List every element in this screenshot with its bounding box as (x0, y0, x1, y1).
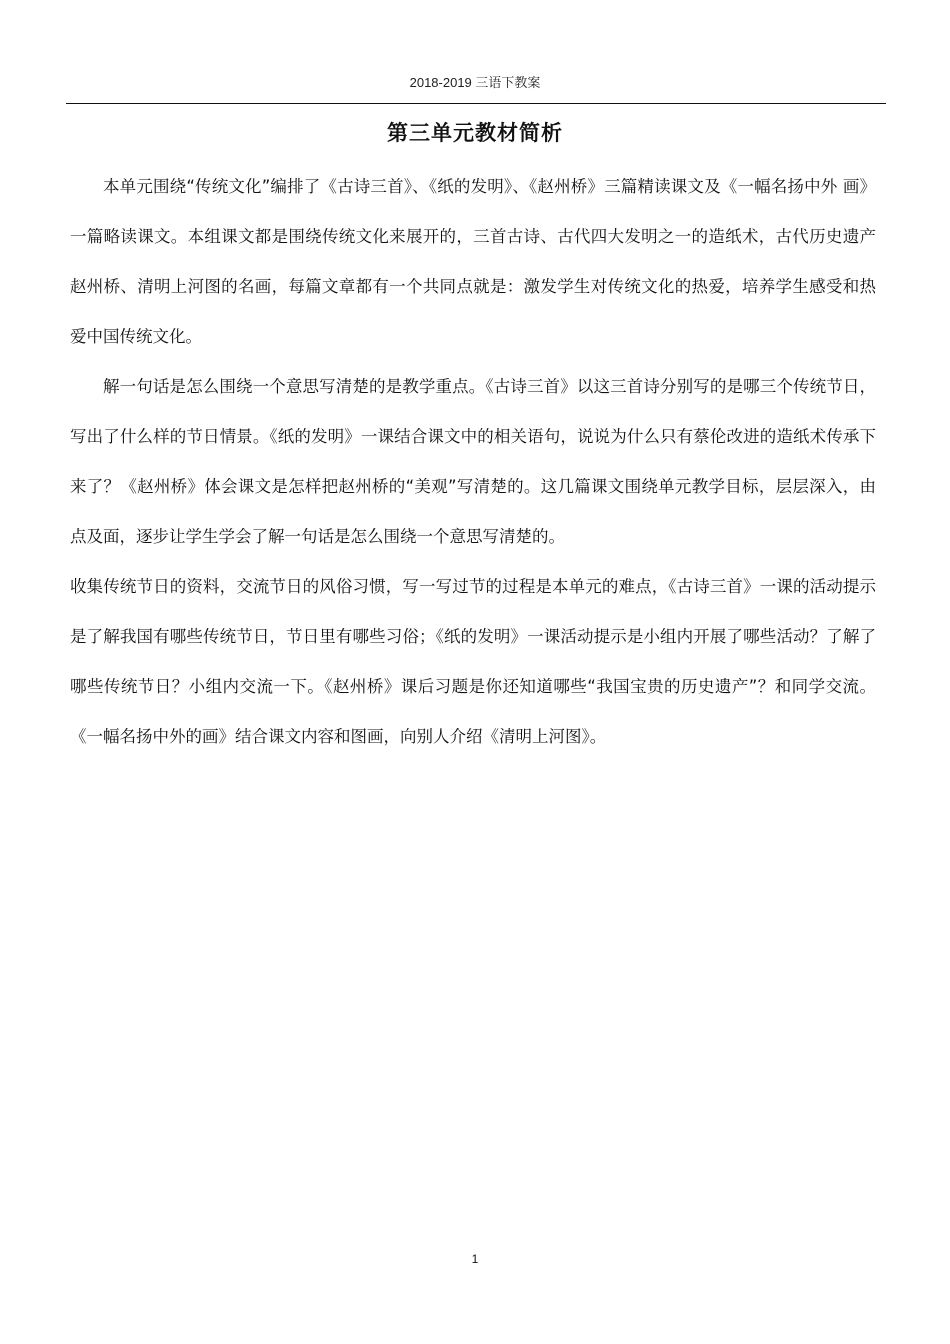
page-header: 2018-2019 三语下教案 (409, 75, 541, 90)
paragraph-1: 本单元围绕“传统文化”编排了《古诗三首》、《纸的发明》、《赵州桥》三篇精读课文及《一幅名扬中外 画》一篇略读课文。本组课文都是围绕传统文化来展开的，三首古诗、古代四大发明之一的造纸术，古代历史遗产赵州桥、清明上河图的名画，每篇文章都有一个共同点就是：激发学生对传统文化的热爱，培养学生感受和热爱中国传统文化。 (70, 177, 876, 346)
page-number: 1 (471, 1252, 479, 1266)
header-divider (66, 103, 886, 104)
paragraph-3: 收集传统节日的资料，交流节日的风俗习惯，写一写过节的过程是本单元的难点，《古诗三首》一课的活动提示是了解我国有哪些传统节日，节日里有哪些习俗；《纸的发明》一课活动提示是小组内开展了哪些活动？了解了哪些传统节日？小组内交流一下。《赵州桥》课后习题是你还知道哪些“我国宝贵的历史遗产”？和同学交流。《一幅名扬中外的画》结合课文内容和图画，向别人介绍《清明上河图》。 (70, 577, 876, 746)
document-title: 第三单元教材简析 (387, 121, 563, 145)
document-body (70, 162, 876, 762)
paragraph-2: 解一句话是怎么围绕一个意思写清楚的是教学重点。《古诗三首》以这三首诗分别写的是哪三个传统节日，写出了什么样的节日情景。《纸的发明》一课结合课文中的相关语句，说说为什么只有蔡伦改进的造纸术传承下来了？《赵州桥》体会课文是怎样把赵州桥的“美观”写清楚的。这几篇课文围绕单元教学目标，层层深入，由点及面，逐步让学生学会了解一句话是怎么围绕一个意思写清楚的。 (70, 377, 876, 546)
